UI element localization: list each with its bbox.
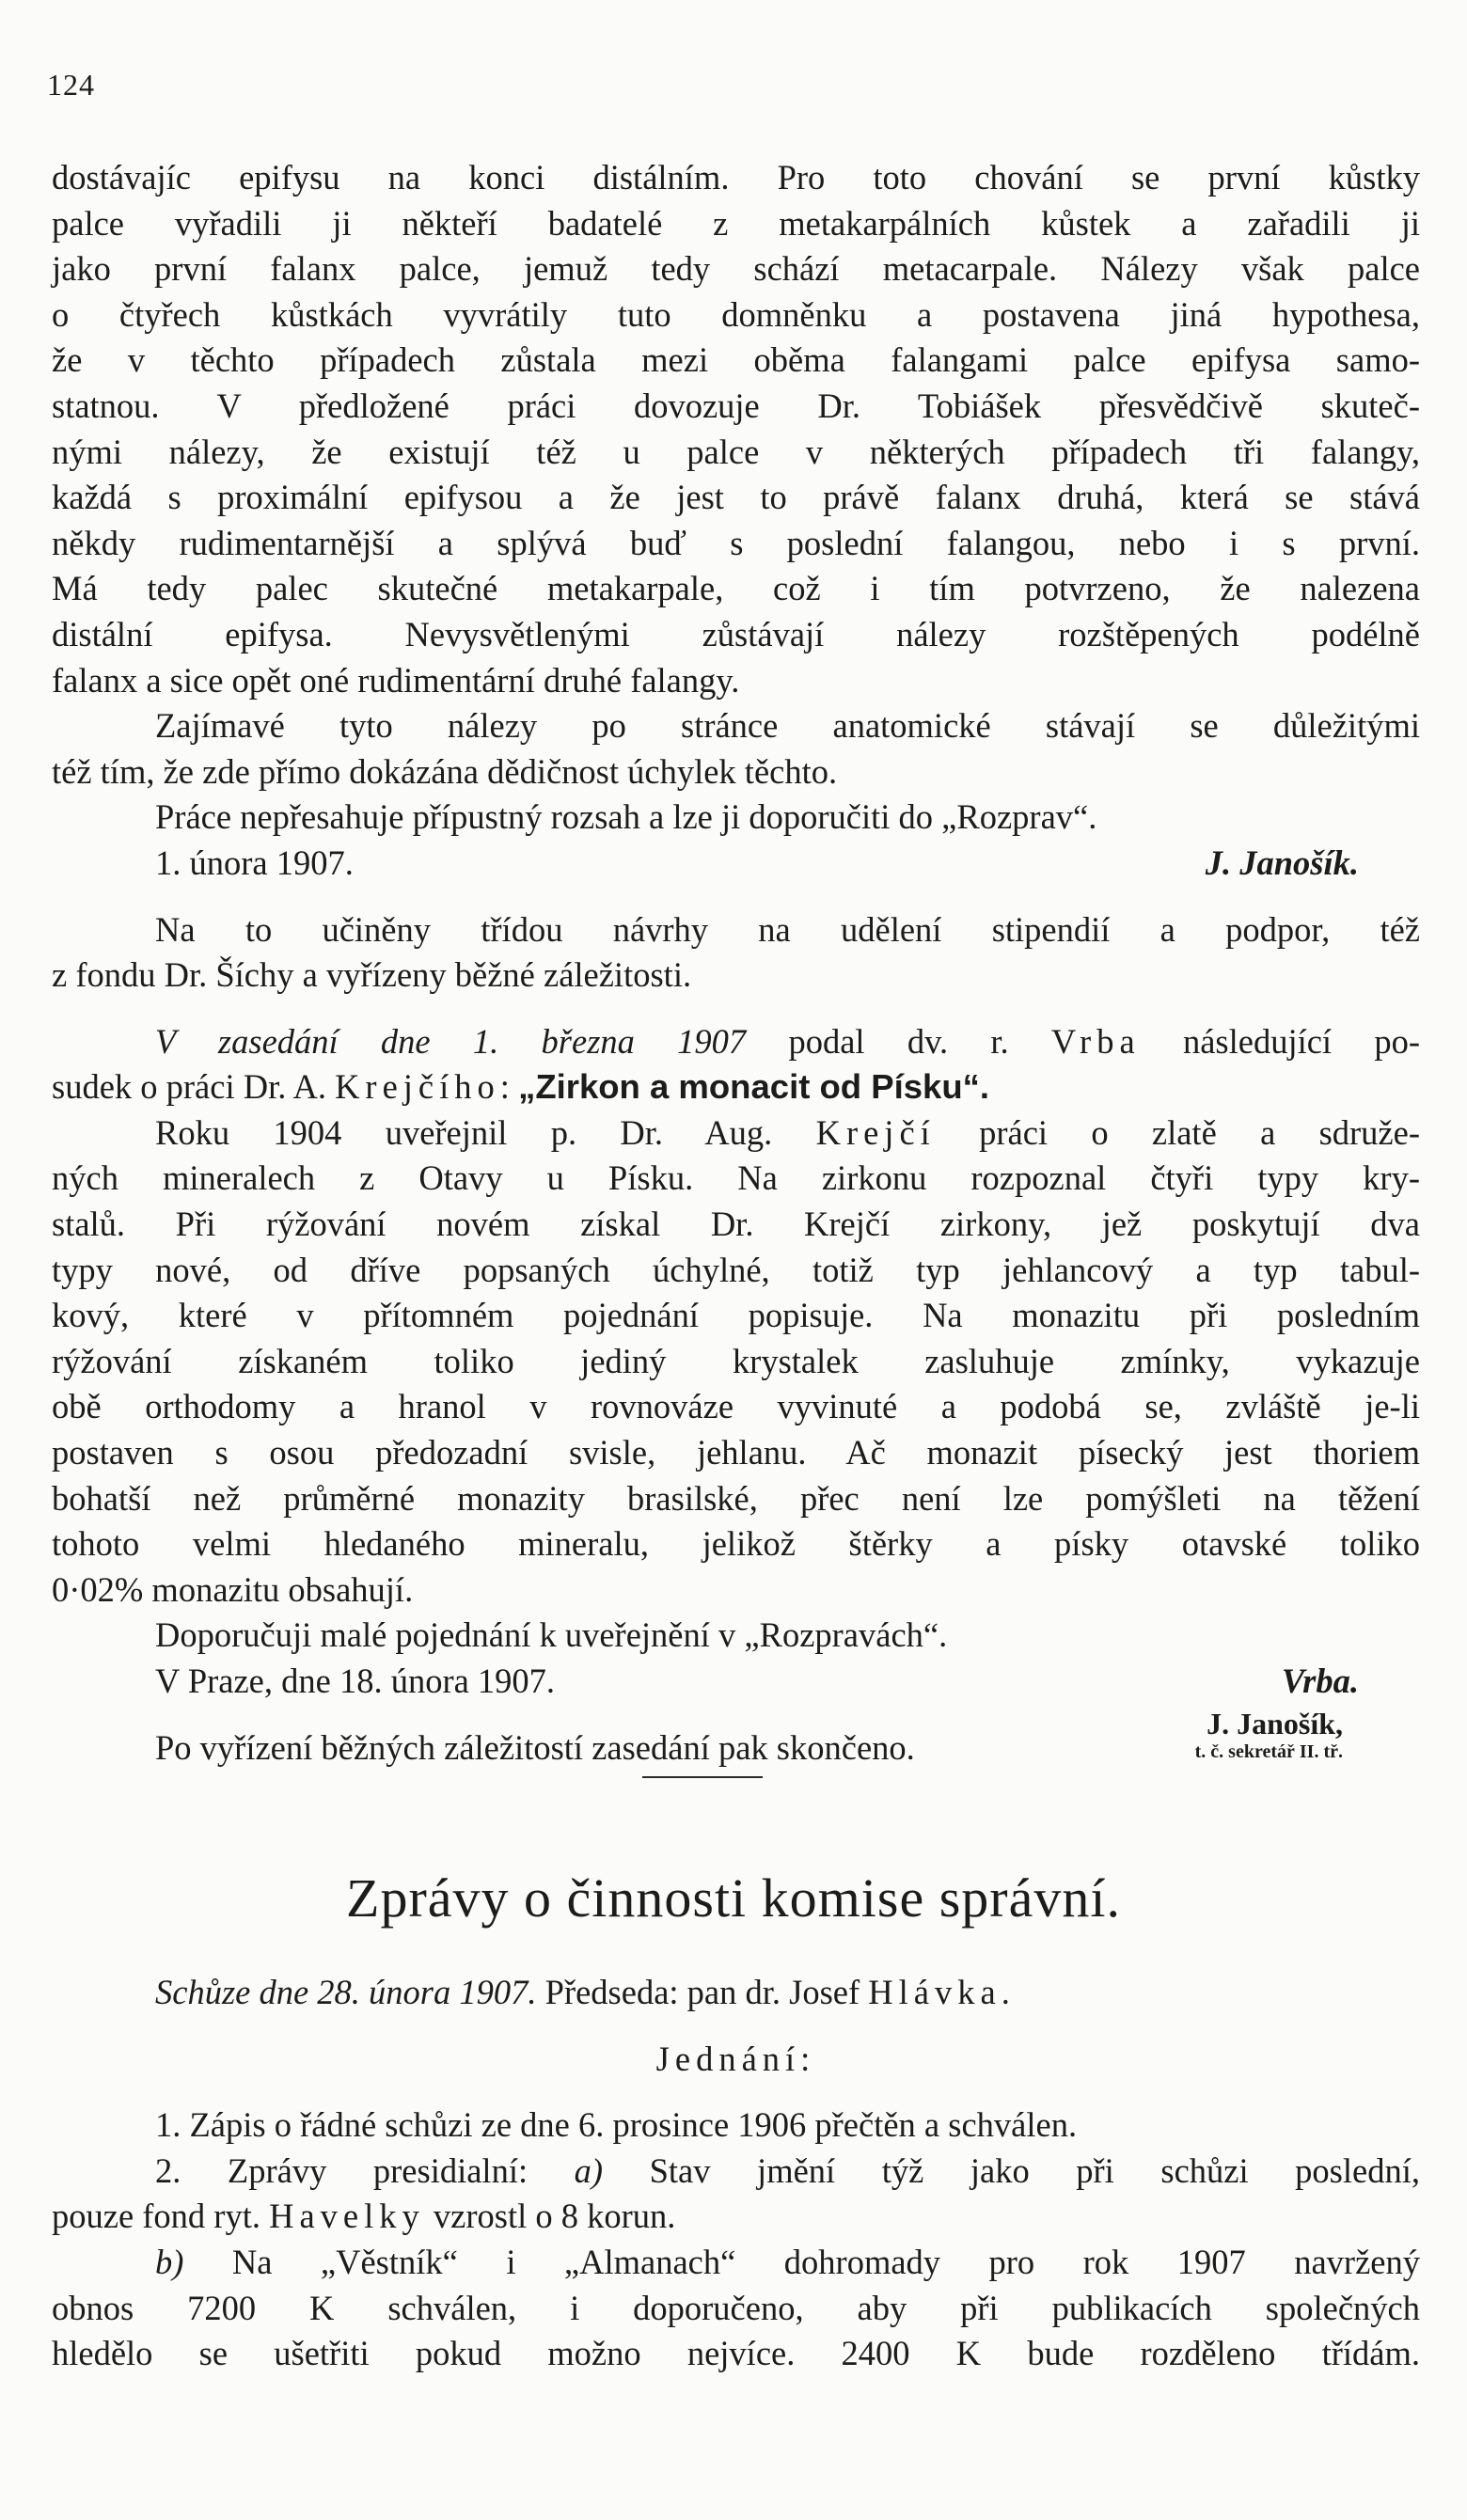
session-heading-line: V zasedání dne 1. března 1907 podal dv. r. Vrba následující po- [155, 1021, 1420, 1061]
text-line: o čtyřech kůstkách vyvrátily tuto domněnku a postavena jiná hypothesa, [52, 294, 1420, 334]
text-line: Roku 1904 uveřejnil p. Dr. Aug. Krejčí práci o zlatě a sdruže- [155, 1112, 1420, 1152]
donor-name: Havelky [269, 2197, 425, 2236]
signature-vrba: Vrba. [1281, 1662, 1359, 1700]
text-line: tohoto velmi hledaného mineralu, jelikož štěrky a písky otavské toliko [52, 1524, 1420, 1564]
author-name: Krejčí [815, 1112, 936, 1152]
agenda-heading: Jednání: [655, 2039, 816, 2078]
agenda-item: b) Na „Věstník“ i „Almanach“ dohromady pro rok 1907 navržený [155, 2242, 1420, 2281]
text-line: jako první falanx palce, jemuž tedy schází metacarpale. Nálezy však palce [52, 249, 1420, 289]
text-line: Na to učiněny třídou návrhy na udělení stipendií a podpor, též [155, 909, 1420, 949]
session-date: Schůze dne 28. února 1907. [155, 1973, 537, 2011]
work-title: „Zirkon a monacit od Písku“. [518, 1067, 990, 1107]
text-line: že v těchto případech zůstala mezi oběma falangami palce epifysa samo- [52, 340, 1420, 380]
commission-text [52, 1970, 1420, 2377]
signature-line [52, 841, 1420, 887]
text-line: rýžování získaném toliko jediný krystalek zasluhuje zmínky, vykazuje [52, 1341, 1420, 1380]
agenda-item-line: pouze fond ryt. Havelky vzrostl o 8 korun. [52, 2197, 676, 2236]
agenda-item: 2. Zprávy presidialní: a) Stav jmění týž jako při schůzi poslední, [155, 2150, 1420, 2190]
secretary-signature [1195, 1709, 1343, 1766]
text-line: z fondu Dr. Šíchy a vyřízeny běžné záležitosti. [52, 955, 692, 995]
text-line: Práce nepřesahuje přípustný rozsah a lze ji doporučiti do „Rozprav“. [155, 797, 1097, 837]
secretary-name: J. Janošík, [1207, 1707, 1343, 1740]
main-text [52, 155, 1420, 1771]
text-line: Má tedy palec skutečné metakarpale, což i tím potvrzeno, že nalezena [52, 569, 1420, 608]
text-line: statnou. V předložené práci dovozuje Dr. Tobiášek přesvědčivě skuteč- [52, 386, 1420, 425]
section-title: Zprávy o činnosti komise správní. [346, 1867, 1121, 1929]
author-name: Krejčího [335, 1067, 500, 1107]
letter-date: V Praze, dne 18. února 1907. [155, 1662, 556, 1700]
text-line: falanx a sice opět oné rudimentární druhé falangy. [52, 660, 740, 700]
text-line: někdy rudimentarnější a splývá buď s poslední falangou, nebo i s první. [52, 523, 1420, 562]
reviewer-name: Vrba [1050, 1021, 1141, 1061]
session-date: V zasedání dne 1. března 1907 [155, 1021, 747, 1061]
text-line: každá s proximální epifysou a že jest to právě falanx druhá, která se stává [52, 478, 1420, 517]
text-line: dostávajíc epifysu na konci distálním. Pro toto chování se první kůstky [52, 158, 1420, 197]
signature-line [52, 1659, 1420, 1705]
text-line: stalů. Při rýžování novém získal Dr. Krejčí zirkony, jež poskytují dva [52, 1205, 1420, 1244]
agenda-item: 1. Zápis o řádné schůzi ze dne 6. prosince 1906 přečtěn a schválen. [155, 2105, 1078, 2145]
section-divider [642, 1776, 763, 1778]
chair-name: Hlávka [868, 1973, 1002, 2011]
text-line: Zajímavé tyto nálezy po stránce anatomické stávají se důležitými [155, 706, 1420, 746]
text-line: typy nové, od dříve popsaných úchylné, totiž typ jehlancový a typ tabul- [52, 1250, 1420, 1289]
agenda-item-line: hledělo se ušetřiti pokud možno nejvíce. 2400 K bude rozděleno třídám. [52, 2334, 1420, 2373]
text-line: Doporučuji malé pojednání k uveřejnění v „Rozpravách“. [155, 1615, 948, 1655]
text-line: kový, které v přítomném pojednání popisuje. Na monazitu při posledním [52, 1296, 1420, 1335]
page-number: 124 [47, 68, 95, 102]
session-heading-line: Schůze dne 28. února 1907. Předseda: pan dr. Josef Hlávka. [155, 1973, 1010, 2011]
text-line: nými nálezy, že existují též u palce v některých případech tři falangy, [52, 432, 1420, 471]
session-heading-line: sudek o práci Dr. A. Krejčího: „Zirkon a monacit od Písku“. [52, 1067, 990, 1107]
text-line: též tím, že zde přímo dokázána dědičnost úchylek těchto. [52, 751, 838, 791]
text-line: postaven s osou předozadní svisle, jehlanu. Ač monazit písecký jest thoriem [52, 1433, 1420, 1473]
letter-date: 1. února 1907. [155, 843, 354, 882]
closing-line: Po vyřízení běžných záležitostí zasedání pak skončeno. [155, 1727, 915, 1767]
signature-janosik: J. Janošík. [1205, 843, 1359, 882]
secretary-role: t. č. sekretář II. tř. [1194, 1741, 1343, 1762]
text-line: distální epifysa. Nevysvětlenými zůstávají nálezy rozštěpených podélně [52, 614, 1420, 654]
text-line: ných mineralech z Otavy u Písku. Na zirkonu rozpoznal čtyři typy kry- [52, 1158, 1420, 1198]
text-line: palce vyřadili ji někteří badatelé z metakarpálních kůstek a zařadili ji [52, 203, 1420, 243]
text-line: obě orthodomy a hranol v rovnováze vyvinuté a podobá se, zvláště je-li [52, 1387, 1420, 1426]
text-line: 0·02% monazitu obsahují. [52, 1569, 414, 1609]
text-line: bohatší než průměrné monazity brasilské, přec není lze pomýšleti na těžení [52, 1478, 1420, 1518]
agenda-item-line: obnos 7200 K schválen, i doporučeno, aby při publikacích společných [52, 2288, 1420, 2327]
